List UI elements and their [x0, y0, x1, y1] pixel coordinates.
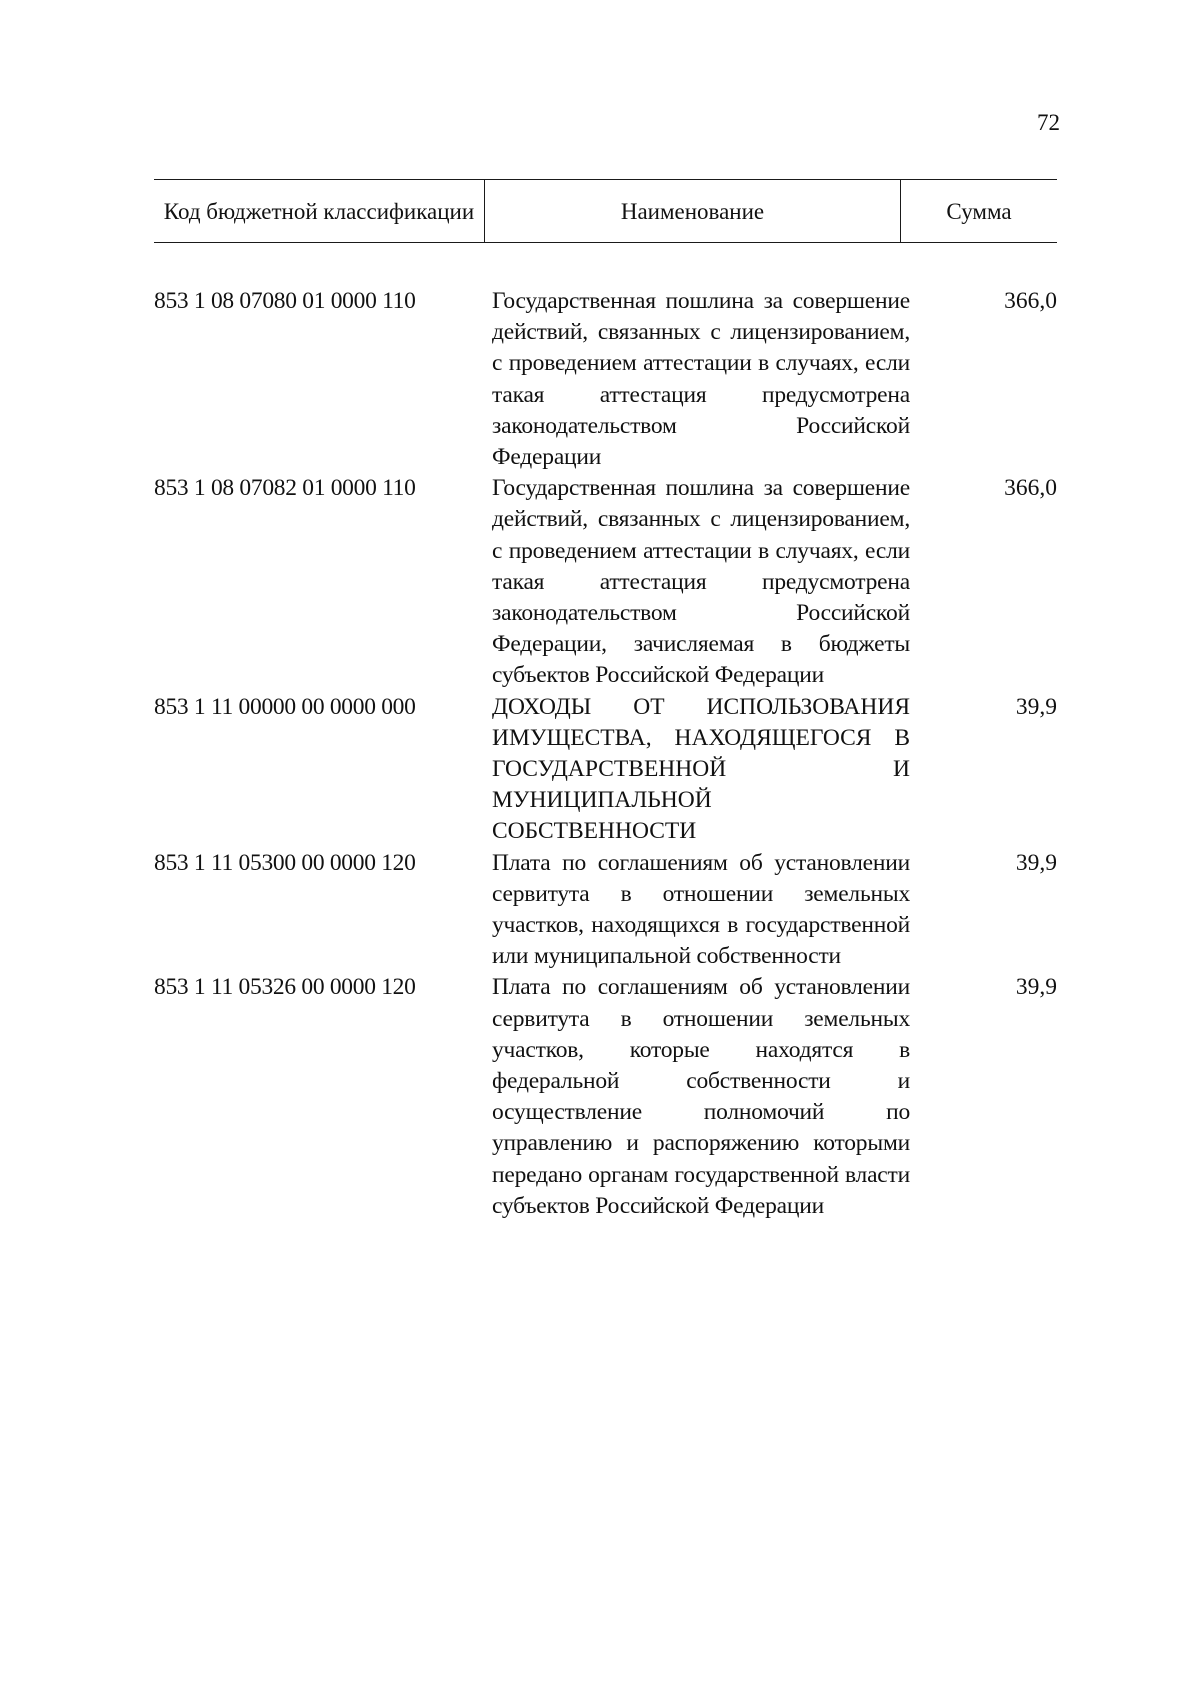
- row-name: Государственная пошлина за совершение действий, связанных с лицензированием, с проведением аттестации в случаях, если такая аттестация предусмотрена законодательством Российской Федерации, зачисляемая в бюджеты субъектов Российской Федерации: [492, 475, 910, 689]
- table-row: [154, 972, 1057, 1222]
- row-code: 853 1 08 07082 01 0000 110: [154, 475, 416, 502]
- page-number: 72: [1037, 110, 1060, 135]
- row-name: ДОХОДЫ ОТ ИСПОЛЬЗОВАНИЯ ИМУЩЕСТВА, НАХОДЯЩЕГОСЯ В ГОСУДАРСТВЕННОЙ И МУНИЦИПАЛЬНОЙ СОБСТВЕННОСТИ: [492, 693, 910, 845]
- table-row: [154, 848, 1057, 973]
- row-sum: 39,9: [1015, 693, 1057, 720]
- row-sum: 39,9: [1015, 974, 1057, 1001]
- row-name: Плата по соглашениям об установлении сервитута в отношении земельных участков, находящихся в государственной или муниципальной собственности: [492, 849, 910, 970]
- table-header: [154, 179, 1057, 243]
- row-name: Государственная пошлина за совершение действий, связанных с лицензированием, с проведением аттестации в случаях, если такая аттестация предусмотрена законодательством Российской Федерации: [492, 288, 910, 471]
- table-row: [154, 692, 1057, 848]
- row-code: 853 1 11 00000 00 0000 000: [154, 693, 416, 720]
- header-code: Код бюджетной классификации: [163, 198, 475, 224]
- row-sum: 39,9: [1015, 849, 1057, 876]
- table-row: [154, 473, 1057, 691]
- row-code: 853 1 11 05300 00 0000 120: [154, 849, 416, 876]
- header-sum: Сумма: [946, 198, 1012, 224]
- row-name: Плата по соглашениям об установлении сервитута в отношении земельных участков, которые находятся в федеральной собственности и осуществление полномочий по управлению и распоряжению которыми передано органам государственной власти субъектов Российской Федерации: [492, 974, 910, 1219]
- row-code: 853 1 08 07080 01 0000 110: [154, 288, 416, 314]
- table-body: [154, 286, 1057, 1222]
- header-name: Наименование: [484, 180, 901, 242]
- row-sum: 366,0: [1004, 475, 1057, 502]
- row-sum: 366,0: [1004, 288, 1057, 314]
- row-code: 853 1 11 05326 00 0000 120: [154, 974, 416, 1001]
- table-row: [154, 286, 1057, 473]
